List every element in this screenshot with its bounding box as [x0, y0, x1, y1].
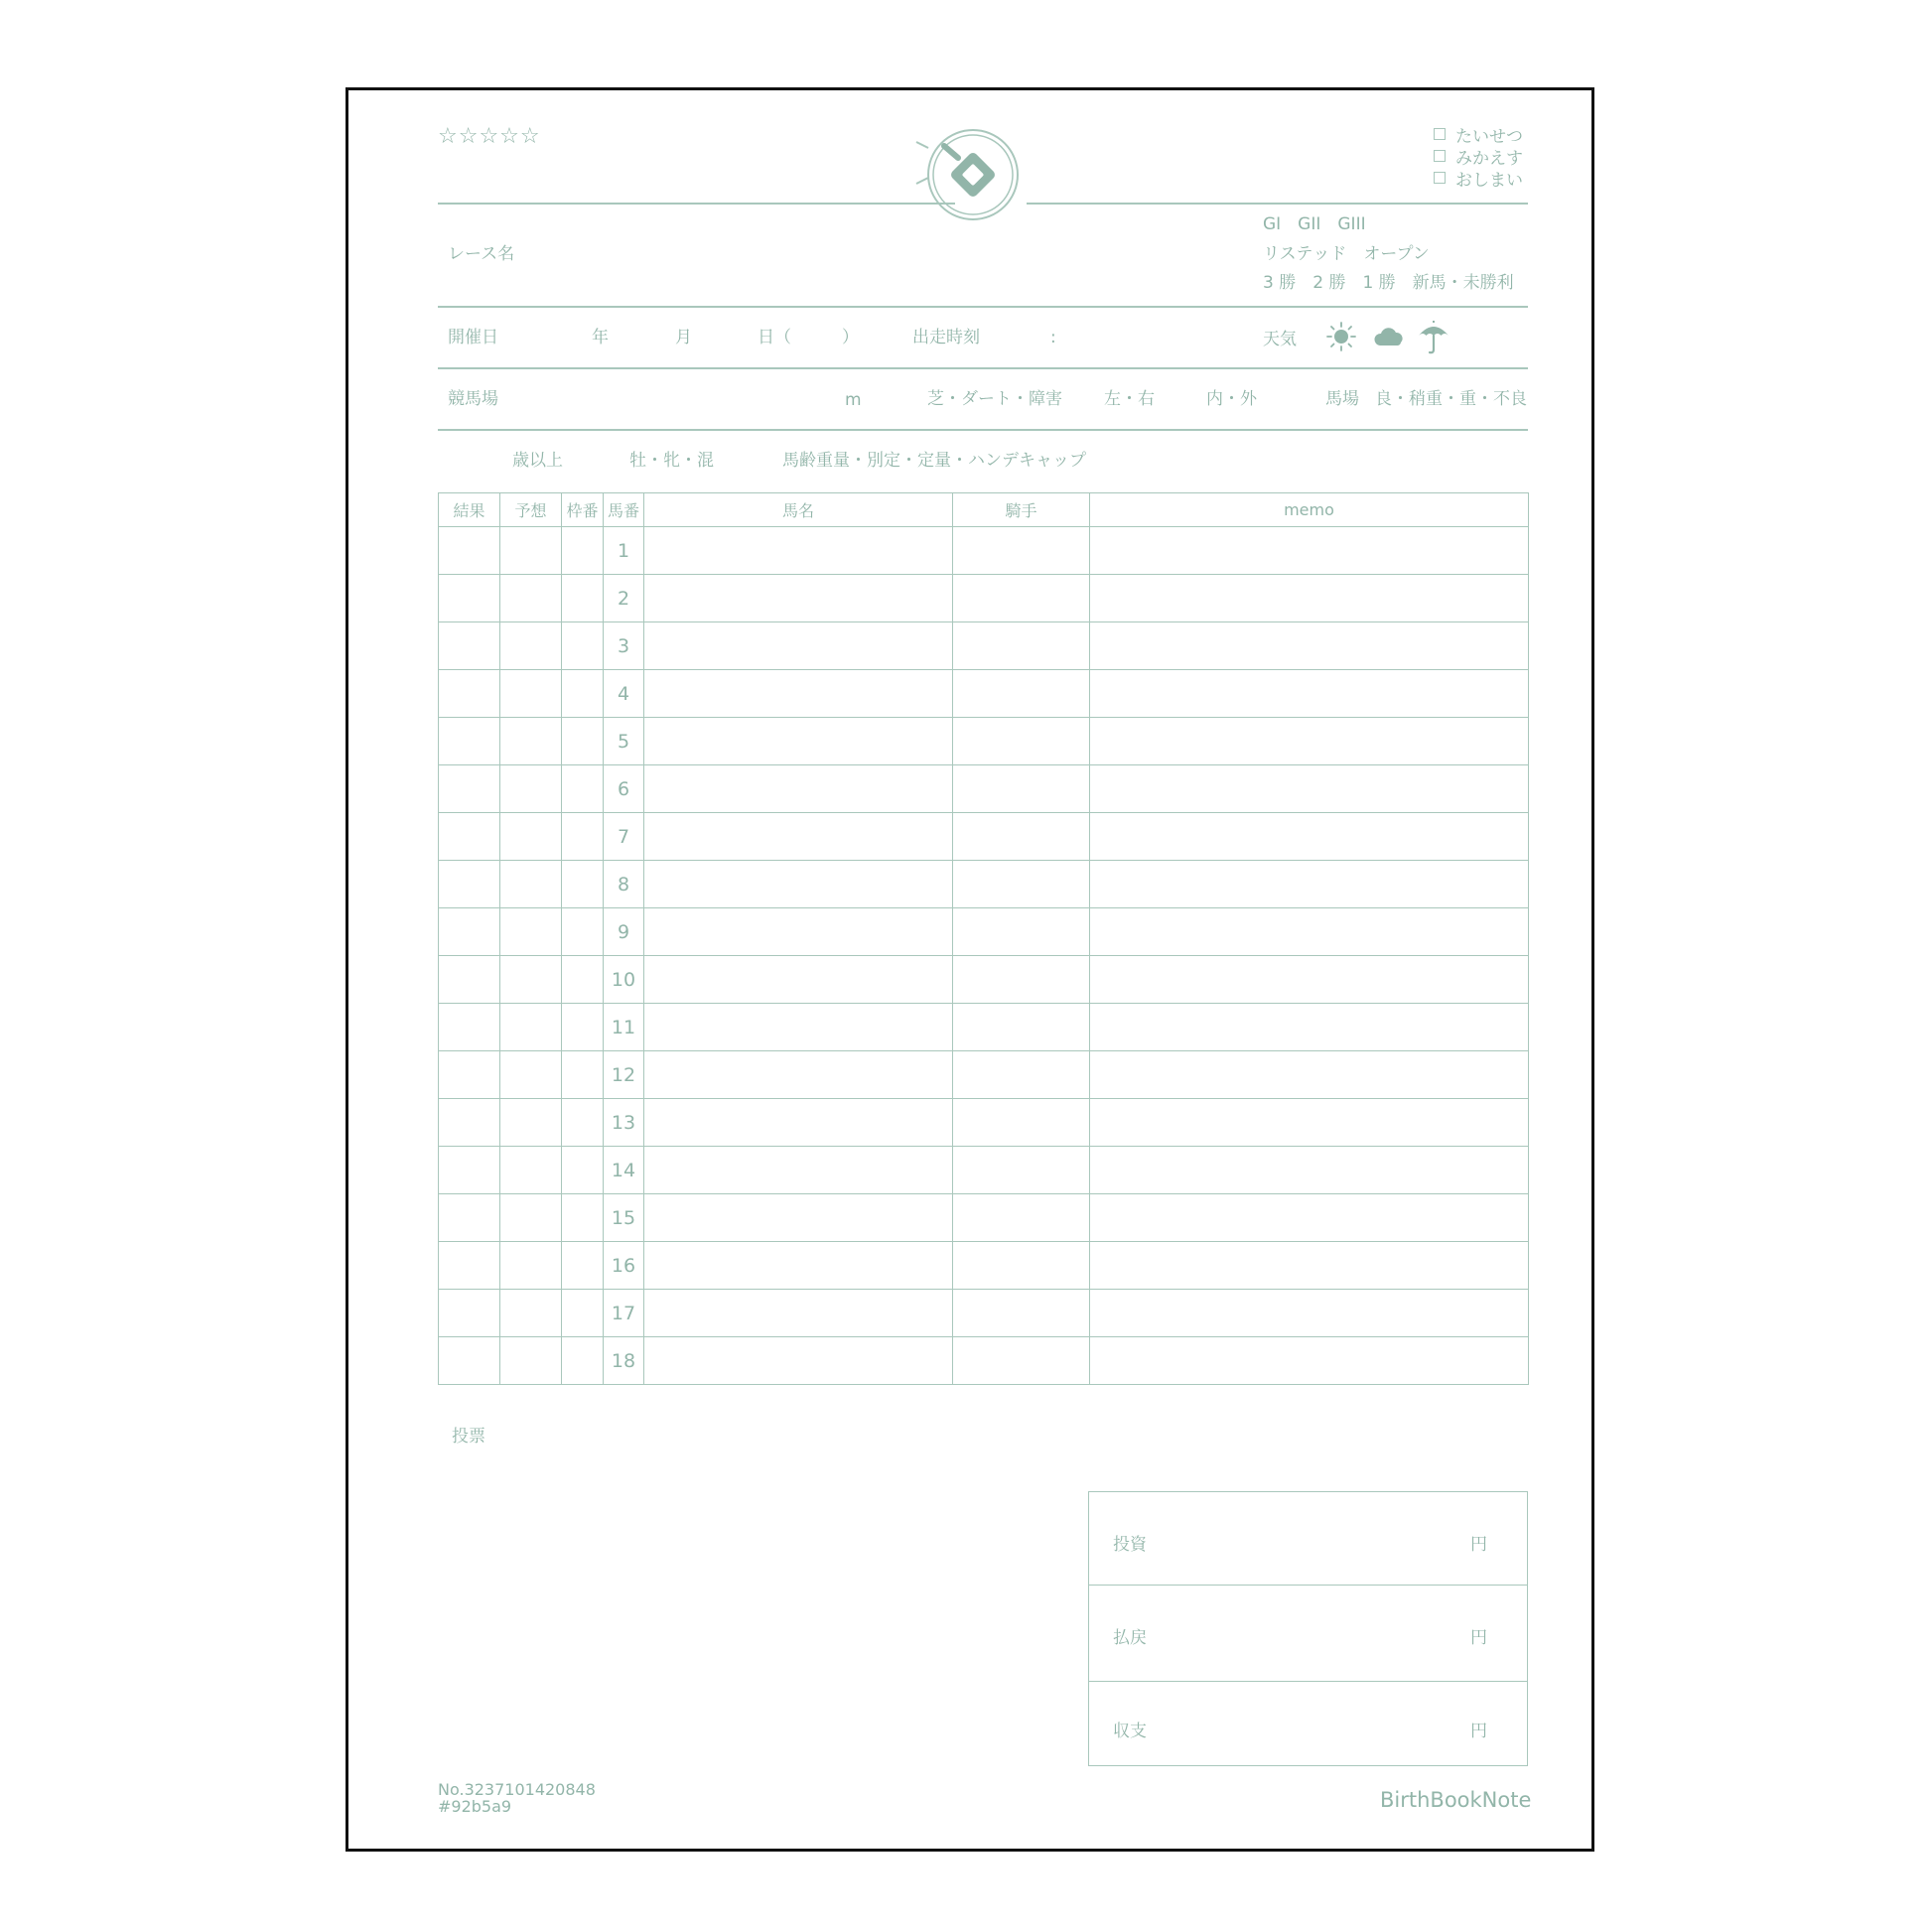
prediction-cell[interactable] — [500, 1337, 562, 1385]
table-row — [439, 622, 1529, 670]
result-cell[interactable] — [439, 575, 500, 622]
gate-cell[interactable] — [562, 1290, 604, 1337]
table-row — [439, 1194, 1529, 1242]
header-horse-number: 馬番 — [604, 493, 644, 527]
memo-cell[interactable] — [1090, 670, 1529, 718]
check-taisetsu[interactable] — [1434, 123, 1523, 145]
horse-number-cell: 1 — [604, 527, 644, 575]
horse-name-cell[interactable] — [644, 1051, 953, 1099]
horse-name-cell[interactable] — [644, 908, 953, 956]
table-row — [439, 718, 1529, 765]
horse-name-cell[interactable] — [644, 1242, 953, 1290]
gate-cell[interactable] — [562, 622, 604, 670]
gate-cell[interactable] — [562, 908, 604, 956]
result-cell[interactable] — [439, 1051, 500, 1099]
distance-unit: m — [845, 390, 862, 410]
brand-name: BirthBookNote — [1380, 1788, 1532, 1812]
result-cell[interactable] — [439, 1290, 500, 1337]
jockey-cell[interactable] — [953, 718, 1090, 765]
horse-number-cell: 13 — [604, 1099, 644, 1147]
gate-cell[interactable] — [562, 527, 604, 575]
gate-cell[interactable] — [562, 861, 604, 908]
header-memo: memo — [1090, 493, 1529, 527]
weather-label: 天気 — [1263, 330, 1297, 349]
horse-table — [438, 492, 1529, 1385]
horse-name-cell[interactable] — [644, 622, 953, 670]
post-time-label: 出走時刻 — [912, 328, 980, 347]
table-header-row — [439, 493, 1529, 527]
surface-options[interactable]: 芝・ダート・障害 — [927, 389, 1062, 409]
yen-unit: 円 — [1470, 1722, 1487, 1741]
memo-cell[interactable] — [1090, 1337, 1529, 1385]
result-cell[interactable] — [439, 622, 500, 670]
yen-unit: 円 — [1470, 1628, 1487, 1648]
prediction-cell[interactable] — [500, 1147, 562, 1194]
prediction-cell[interactable] — [500, 670, 562, 718]
date-label: 開催日 — [448, 328, 498, 347]
gate-cell[interactable] — [562, 813, 604, 861]
result-cell[interactable] — [439, 670, 500, 718]
horse-name-cell[interactable] — [644, 1194, 953, 1242]
table-row — [439, 861, 1529, 908]
result-cell[interactable] — [439, 1147, 500, 1194]
header-prediction: 予想 — [500, 493, 562, 527]
money-label: 投資 — [1113, 1535, 1147, 1555]
sex-options[interactable]: 牡・牝・混 — [629, 451, 714, 471]
jockey-cell[interactable] — [953, 575, 1090, 622]
horse-name-cell[interactable] — [644, 1290, 953, 1337]
horse-number-cell: 7 — [604, 813, 644, 861]
horse-number-cell: 16 — [604, 1242, 644, 1290]
memo-cell[interactable] — [1090, 1099, 1529, 1147]
gate-cell[interactable] — [562, 765, 604, 813]
header-gate: 枠番 — [562, 493, 604, 527]
check-mikaesu[interactable] — [1434, 145, 1523, 167]
table-row — [439, 1290, 1529, 1337]
track-label: 競馬場 — [448, 389, 498, 409]
prediction-cell[interactable] — [500, 1290, 562, 1337]
grade-options-2[interactable]: リステッド オープン — [1263, 244, 1430, 264]
memo-cell[interactable] — [1090, 622, 1529, 670]
jockey-cell[interactable] — [953, 861, 1090, 908]
horse-number-cell: 2 — [604, 575, 644, 622]
memo-cell[interactable] — [1090, 1147, 1529, 1194]
gate-cell[interactable] — [562, 1194, 604, 1242]
jockey-cell[interactable] — [953, 1194, 1090, 1242]
balance-row[interactable] — [1089, 1682, 1527, 1765]
horse-number-cell: 9 — [604, 908, 644, 956]
table-row — [439, 670, 1529, 718]
horse-name-cell[interactable] — [644, 956, 953, 1004]
sun-icon[interactable] — [1326, 322, 1356, 351]
divider — [438, 203, 955, 205]
divider — [438, 429, 1528, 431]
result-cell[interactable] — [439, 718, 500, 765]
year-unit: 年 — [592, 328, 609, 347]
prediction-cell[interactable] — [500, 1004, 562, 1051]
race-name-label: レース名 — [448, 244, 515, 264]
prediction-cell[interactable] — [500, 1194, 562, 1242]
horse-number-cell: 3 — [604, 622, 644, 670]
jockey-cell[interactable] — [953, 1051, 1090, 1099]
memo-cell[interactable] — [1090, 575, 1529, 622]
color-code: #92b5a9 — [438, 1797, 512, 1816]
horse-name-cell[interactable] — [644, 527, 953, 575]
checkbox[interactable] — [1434, 128, 1446, 140]
jockey-cell[interactable] — [953, 1290, 1090, 1337]
header-horse-name: 馬名 — [644, 493, 953, 527]
gate-cell[interactable] — [562, 956, 604, 1004]
table-row — [439, 1099, 1529, 1147]
money-label: 収支 — [1113, 1722, 1147, 1741]
horse-name-cell[interactable] — [644, 575, 953, 622]
horse-name-cell[interactable] — [644, 1004, 953, 1051]
horse-name-cell[interactable] — [644, 1337, 953, 1385]
divider — [438, 306, 1528, 308]
table-row — [439, 1051, 1529, 1099]
table-row — [439, 575, 1529, 622]
check-list — [1434, 123, 1523, 189]
result-cell[interactable] — [439, 527, 500, 575]
memo-cell[interactable] — [1090, 861, 1529, 908]
result-cell[interactable] — [439, 765, 500, 813]
result-cell[interactable] — [439, 1242, 500, 1290]
prediction-cell[interactable] — [500, 718, 562, 765]
horse-name-cell[interactable] — [644, 1099, 953, 1147]
jockey-cell[interactable] — [953, 956, 1090, 1004]
check-label: みかえす — [1455, 148, 1523, 169]
gate-cell[interactable] — [562, 1147, 604, 1194]
horse-number-cell: 12 — [604, 1051, 644, 1099]
divider — [438, 367, 1528, 369]
result-cell[interactable] — [439, 1337, 500, 1385]
gate-cell[interactable] — [562, 1099, 604, 1147]
jockey-cell[interactable] — [953, 1099, 1090, 1147]
jockey-cell[interactable] — [953, 1242, 1090, 1290]
memo-cell[interactable] — [1090, 813, 1529, 861]
horse-name-cell[interactable] — [644, 1147, 953, 1194]
jockey-cell[interactable] — [953, 1337, 1090, 1385]
jockey-cell[interactable] — [953, 1004, 1090, 1051]
divider — [1027, 203, 1528, 205]
day-unit: 日（ ） — [758, 328, 859, 347]
serial-number: No.3237101420848 — [438, 1780, 596, 1799]
horse-number-cell: 15 — [604, 1194, 644, 1242]
jockey-cell[interactable] — [953, 813, 1090, 861]
prediction-cell[interactable] — [500, 1099, 562, 1147]
horse-number-cell: 6 — [604, 765, 644, 813]
horse-name-cell[interactable] — [644, 813, 953, 861]
rating-stars[interactable]: ☆☆☆☆☆ — [438, 124, 541, 149]
jockey-cell[interactable] — [953, 670, 1090, 718]
memo-cell[interactable] — [1090, 956, 1529, 1004]
header-jockey: 騎手 — [953, 493, 1090, 527]
cloud-icon[interactable] — [1373, 325, 1407, 348]
age-condition: 歳以上 — [512, 451, 563, 471]
going-label: 馬場 — [1325, 389, 1359, 409]
horse-number-cell: 4 — [604, 670, 644, 718]
horse-number-cell: 14 — [604, 1147, 644, 1194]
jockey-cell[interactable] — [953, 622, 1090, 670]
result-cell[interactable] — [439, 1099, 500, 1147]
checkbox[interactable] — [1434, 150, 1446, 162]
horse-name-cell[interactable] — [644, 718, 953, 765]
memo-cell[interactable] — [1090, 908, 1529, 956]
jockey-cell[interactable] — [953, 1147, 1090, 1194]
table-row — [439, 813, 1529, 861]
table-row — [439, 527, 1529, 575]
horse-name-cell[interactable] — [644, 670, 953, 718]
memo-cell[interactable] — [1090, 1004, 1529, 1051]
horse-number-cell: 11 — [604, 1004, 644, 1051]
memo-cell[interactable] — [1090, 765, 1529, 813]
gate-cell[interactable] — [562, 670, 604, 718]
prediction-cell[interactable] — [500, 765, 562, 813]
investment-row[interactable] — [1089, 1492, 1527, 1586]
gate-cell[interactable] — [562, 1242, 604, 1290]
horse-name-cell[interactable] — [644, 765, 953, 813]
time-colon: : — [1050, 328, 1056, 347]
prediction-cell[interactable] — [500, 527, 562, 575]
grade-options-3[interactable]: 3 勝 2 勝 1 勝 新馬・未勝利 — [1263, 273, 1514, 293]
gate-cell[interactable] — [562, 1004, 604, 1051]
result-cell[interactable] — [439, 861, 500, 908]
weight-options[interactable]: 馬齢重量・別定・定量・ハンデキャップ — [782, 451, 1086, 471]
check-oshimai[interactable] — [1434, 167, 1523, 189]
table-row — [439, 1242, 1529, 1290]
vote-label: 投票 — [452, 1427, 485, 1447]
gate-cell[interactable] — [562, 718, 604, 765]
horse-number-cell: 5 — [604, 718, 644, 765]
money-summary — [1088, 1491, 1528, 1766]
memo-cell[interactable] — [1090, 1051, 1529, 1099]
table-row — [439, 1337, 1529, 1385]
horse-number-cell: 8 — [604, 861, 644, 908]
result-cell[interactable] — [439, 1004, 500, 1051]
payout-row[interactable] — [1089, 1586, 1527, 1682]
inout-options[interactable]: 内・外 — [1206, 389, 1257, 409]
direction-options[interactable]: 左・右 — [1104, 389, 1155, 409]
prediction-cell[interactable] — [500, 861, 562, 908]
memo-cell[interactable] — [1090, 1290, 1529, 1337]
table-row — [439, 1147, 1529, 1194]
umbrella-icon[interactable] — [1417, 320, 1450, 355]
horse-number-cell: 17 — [604, 1290, 644, 1337]
horse-name-cell[interactable] — [644, 861, 953, 908]
result-cell[interactable] — [439, 1194, 500, 1242]
table-row — [439, 908, 1529, 956]
gate-cell[interactable] — [562, 1051, 604, 1099]
prediction-cell[interactable] — [500, 1242, 562, 1290]
horse-number-cell: 10 — [604, 956, 644, 1004]
check-label: おしまい — [1455, 170, 1523, 191]
result-cell[interactable] — [439, 813, 500, 861]
jockey-cell[interactable] — [953, 765, 1090, 813]
prediction-cell[interactable] — [500, 622, 562, 670]
prediction-cell[interactable] — [500, 813, 562, 861]
gate-cell[interactable] — [562, 575, 604, 622]
check-label: たいせつ — [1455, 126, 1523, 147]
result-cell[interactable] — [439, 908, 500, 956]
memo-cell[interactable] — [1090, 718, 1529, 765]
prediction-cell[interactable] — [500, 1051, 562, 1099]
going-options[interactable]: 良・稍重・重・不良 — [1375, 389, 1527, 409]
race-note-page — [345, 87, 1594, 1852]
gate-cell[interactable] — [562, 1337, 604, 1385]
table-row — [439, 956, 1529, 1004]
prediction-cell[interactable] — [500, 575, 562, 622]
money-label: 払戻 — [1113, 1628, 1147, 1648]
memo-cell[interactable] — [1090, 1242, 1529, 1290]
memo-cell[interactable] — [1090, 527, 1529, 575]
header-result: 結果 — [439, 493, 500, 527]
table-row — [439, 1004, 1529, 1051]
prediction-cell[interactable] — [500, 908, 562, 956]
horse-number-cell: 18 — [604, 1337, 644, 1385]
table-body — [439, 527, 1529, 1385]
jockey-cell[interactable] — [953, 527, 1090, 575]
table-row — [439, 765, 1529, 813]
result-cell[interactable] — [439, 956, 500, 1004]
memo-cell[interactable] — [1090, 1194, 1529, 1242]
prediction-cell[interactable] — [500, 956, 562, 1004]
jockey-cell[interactable] — [953, 908, 1090, 956]
yen-unit: 円 — [1470, 1535, 1487, 1555]
checkbox[interactable] — [1434, 172, 1446, 184]
logo-icon — [904, 128, 1034, 227]
grade-options-1[interactable]: GI GII GIII — [1263, 214, 1366, 234]
month-unit: 月 — [675, 328, 692, 347]
